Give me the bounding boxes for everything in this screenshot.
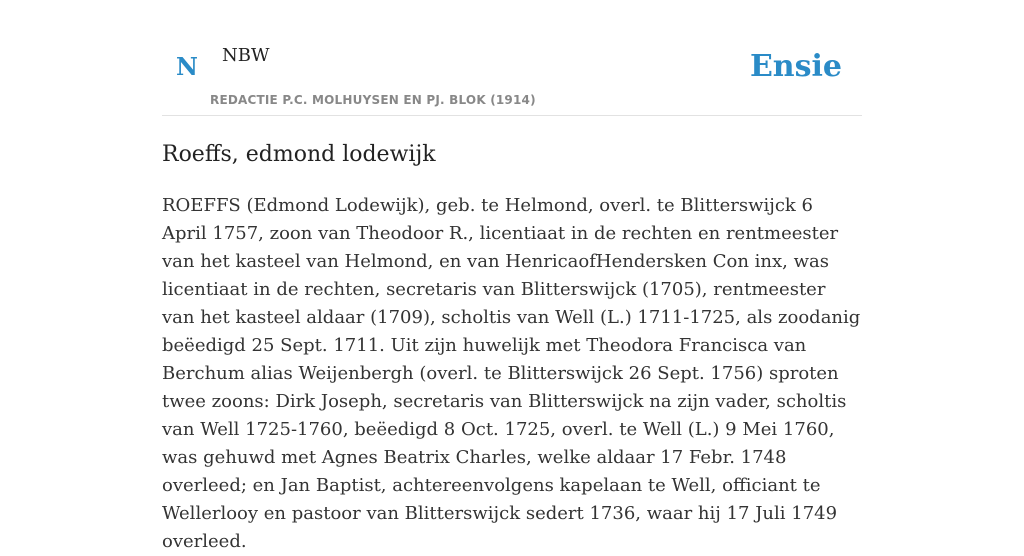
source-logo: N (176, 52, 198, 81)
article-title: Roeffs, edmond lodewijk (162, 142, 436, 167)
brand-logo-link[interactable]: Ensie (749, 49, 842, 84)
source-editors: REDACTIE P.C. MOLHUYSEN EN PJ. BLOK (1914) (210, 93, 536, 107)
source-name: NBW (222, 45, 270, 66)
header (162, 0, 862, 116)
article-body: ROEFFS (Edmond Lodewijk), geb. te Helmond, overl. te Blitterswijck 6 April 1757, zoon van Theodoor R., licentiaat in de rechten en rentmeester van het kasteel van Helmond, en van HenricaofHendersken Con inx, was licentiaat in de rechten, secretaris van Blitterswijck (1705), rentmeester van het kasteel aldaar (1709), scholtis van Well (L.) 1711-1725, als zoodanig beëedigd 25 Sept. 1711. Uit zijn huwelijk met Theodora Francisca van Berchum alias Weijenbergh (overl. te Blitterswijck 26 Sept. 1756) sproten twee zoons: Dirk Joseph, secretaris van Blitterswijck na zijn vader, scholtis van Well 1725-1760, beëedigd 8 Oct. 1725, overl. te Well (L.) 9 Mei 1760, was gehuwd met Agnes Beatrix Charles, welke aldaar 17 Febr. 1748 overleed; en Jan Baptist, achtereenvolgens kapelaan te Well, officiant te Wellerlooy en pastoor van Blitterswijck sedert 1736, waar hij 17 Juli 1749 overleed. (162, 195, 861, 552)
